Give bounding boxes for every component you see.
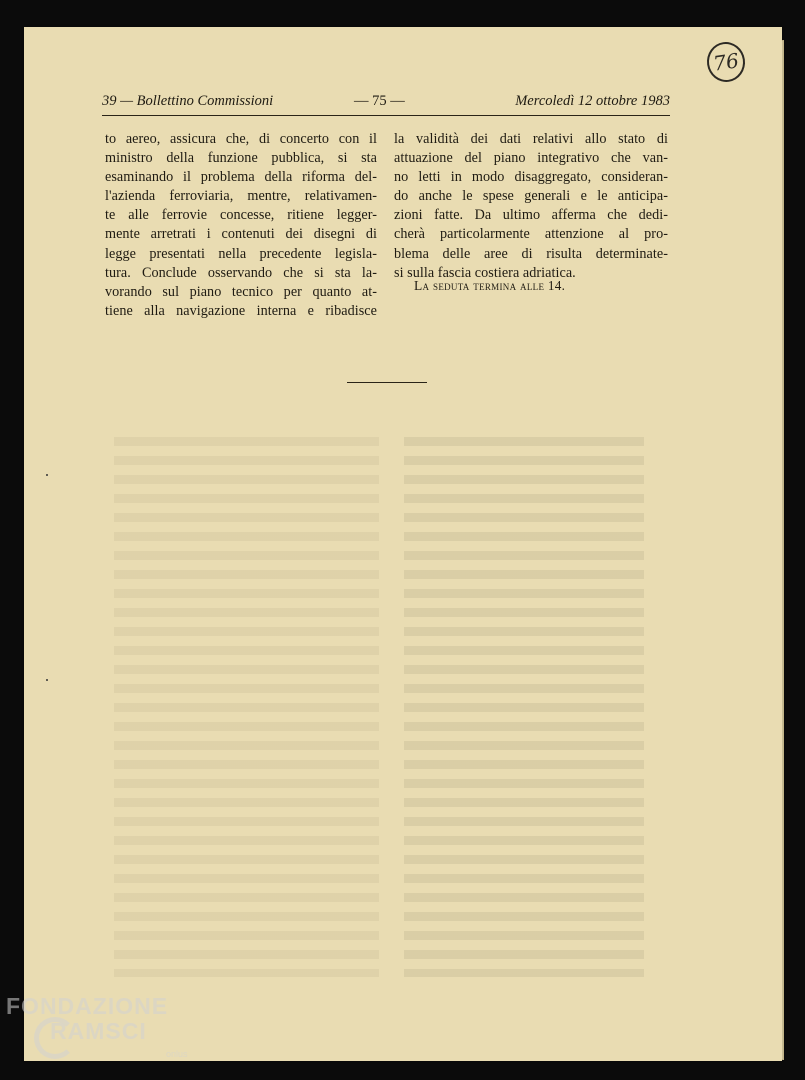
header-rule bbox=[102, 115, 670, 116]
text-line: attuazione del piano integrativo che van- bbox=[394, 150, 668, 167]
text-line: vorando sul piano tecnico per quanto at- bbox=[105, 283, 377, 300]
text-line: tura. Conclude osservando che si sta la- bbox=[105, 264, 377, 281]
text-line: no letti in modo disaggregato, consideran- bbox=[394, 169, 668, 186]
watermark-line1: FONDAZIONE bbox=[6, 993, 169, 1019]
text-line: mente arretrati i contenuti dei disegni di bbox=[105, 226, 377, 243]
text-line: la validità dei dati relativi allo stato di bbox=[394, 131, 668, 147]
text-line: cherà particolarmente attenzione al pro- bbox=[394, 226, 668, 243]
header-bulletin: 39 — Bollettino Commissioni bbox=[102, 93, 274, 109]
left-column bbox=[105, 130, 377, 321]
text-line: blema delle aree di risulta determinate- bbox=[394, 245, 668, 262]
text-line: si sulla fascia costiera adriatica. bbox=[394, 264, 576, 281]
bleed-through-texture bbox=[404, 437, 644, 977]
page-number-stamp: 76 bbox=[704, 40, 747, 85]
text-line: ministro della funzione pubblica, si sta bbox=[105, 150, 377, 167]
text-line: te alle ferrovie concesse, ritiene legger- bbox=[105, 207, 377, 224]
text-line: l'azienda ferroviaria, mentre, relativamen- bbox=[105, 188, 377, 205]
watermark-line3: onlus bbox=[166, 1049, 188, 1059]
text-line: to aereo, assicura che, di concerto con il bbox=[105, 131, 377, 147]
paper-speck bbox=[46, 474, 48, 476]
text-line: tiene alla navigazione interna e ribadisce bbox=[105, 302, 377, 319]
fondazione-gramsci-watermark bbox=[6, 993, 206, 1073]
text-line: esaminando il problema della riforma del- bbox=[105, 169, 377, 186]
bleed-through-texture bbox=[114, 437, 379, 977]
text-line: do anche le spese generali e le anticipa- bbox=[394, 188, 668, 205]
watermark-line2: RAMSCI bbox=[50, 1018, 147, 1044]
closing-time: 14. bbox=[547, 278, 566, 293]
paper-speck bbox=[46, 679, 48, 681]
section-divider bbox=[347, 382, 427, 383]
text-line: zioni fatte. Da ultimo afferma che dedi- bbox=[394, 207, 668, 224]
right-column bbox=[394, 130, 668, 283]
document-page bbox=[24, 27, 782, 1061]
session-closing bbox=[414, 278, 565, 294]
header-page-number: — 75 — bbox=[354, 93, 405, 109]
text-line: legge presentati nella precedente legisla- bbox=[105, 245, 377, 262]
page-header bbox=[102, 90, 670, 114]
header-date: Mercoledì 12 ottobre 1983 bbox=[515, 93, 670, 109]
closing-label: La seduta termina alle bbox=[414, 278, 545, 293]
